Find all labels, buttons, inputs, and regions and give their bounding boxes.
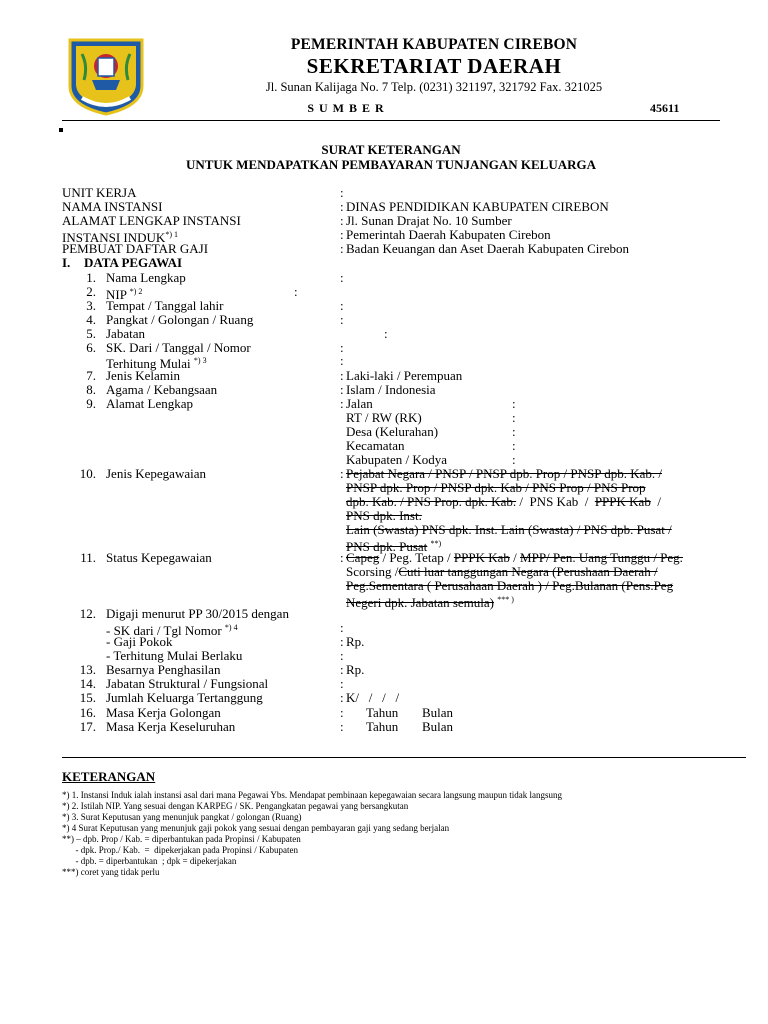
field-colon: : [294, 284, 298, 299]
item-tempat-tanggal-lahir [0, 298, 768, 313]
field-colon: : [340, 676, 344, 691]
item-jabatan-struktural [0, 676, 768, 691]
field-value: Rp. [346, 634, 365, 649]
footnote-ref: *) 2 [129, 287, 143, 296]
option-text: PNS dpk. Inst. [346, 508, 422, 523]
item-digaji-menurut [0, 606, 768, 621]
section-title: DATA PEGAWAI [84, 255, 183, 270]
address-kabupaten [0, 452, 768, 467]
field-value: K/ / / / [346, 690, 400, 705]
item-label-text: - SK dari / Tgl Nomor [106, 623, 222, 638]
option-text: Negeri dpk. Jabatan semula) [346, 595, 495, 610]
keterangan-note: - dpb. = diperbantukan ; dpk = dipekerjakan [62, 856, 237, 866]
option-text: / [650, 494, 661, 509]
item-number: 6. [86, 340, 96, 355]
status-line-3 [0, 578, 768, 593]
option-text: Peg.Sementara ( Perusahaan Daerah ) / Peg.Bulanan (Pens.Peg [346, 578, 674, 593]
section-number: I. [62, 255, 71, 270]
field-colon: : [512, 438, 516, 453]
item-label: Pangkat / Golongan / Ruang [106, 312, 254, 327]
item-nip [0, 284, 768, 302]
item-label: Digaji menurut PP 30/2015 dengan [106, 606, 289, 621]
option-line [346, 494, 661, 509]
letterhead-office: SEKRETARIAT DAERAH [306, 54, 562, 78]
field-row-alamat-instansi [0, 213, 768, 228]
field-colon: : [512, 410, 516, 425]
item-label: Jabatan [106, 326, 145, 341]
option-text: MPP/ Pen. Uang Tunggu / Peg. [520, 550, 683, 565]
field-row-instansi-induk [0, 227, 768, 245]
keterangan-divider [62, 757, 746, 758]
item-terhitung-mulai-berlaku [0, 648, 768, 663]
item-number: 15. [79, 690, 96, 705]
option-text: PNSP dpk. Prop / PNSP dpk. Kab / PNS Prop / PNS Prop [346, 480, 646, 495]
item-number: 2. [86, 284, 96, 299]
item-number: 12. [79, 606, 96, 621]
item-label: Masa Kerja Keseluruhan [106, 719, 236, 734]
option-text: PNS dpk. Pusat [346, 539, 428, 554]
item-masa-kerja-keseluruhan [0, 719, 768, 734]
kepegawaian-line-5 [0, 522, 768, 537]
keterangan-note: *) 2. Istilah NIP. Yang sesuai dengan KARPEG / SK. Pengangkatan pegawai yang bersangkutan [62, 801, 409, 811]
option-text: / [509, 550, 521, 565]
option-text: Scorsing / [346, 564, 399, 579]
item-pangkat [0, 312, 768, 327]
item-number: 17. [79, 719, 96, 734]
option-text: PPPK Kab [594, 494, 651, 509]
option-text: Pejabat Negara / PNSP / PNSP dpb. Prop / PNSP dpb. Kab. / [346, 466, 662, 481]
field-label: UNIT KERJA [62, 185, 137, 200]
field-colon: : [340, 620, 344, 635]
field-colon: : [340, 662, 344, 677]
letterhead-divider [62, 120, 720, 121]
field-colon: : [340, 634, 344, 649]
unit-tahun: Tahun [366, 705, 399, 720]
document-subtitle: UNTUK MENDAPATKAN PEMBAYARAN TUNJANGAN KELUARGA [185, 157, 596, 172]
address-sub-label: Kabupaten / Kodya [346, 452, 448, 467]
option-line [346, 550, 683, 565]
item-label: Jabatan Struktural / Fungsional [106, 676, 269, 691]
field-colon: : [340, 199, 344, 214]
item-label-text: NIP [106, 287, 127, 302]
address-desa [0, 424, 768, 439]
status-line-4 [0, 592, 768, 610]
option-text: Cuti luar tanggungan Negara (Perushaan Daerah / [398, 564, 658, 579]
field-colon: : [340, 466, 344, 481]
item-sk-dari-tgl-nomor [0, 620, 768, 638]
keterangan-note: ***) coret yang tidak perlu [62, 867, 160, 877]
field-label-text: INSTANSI INDUK [62, 230, 166, 245]
section-heading [0, 255, 768, 270]
item-jumlah-keluarga [0, 690, 768, 705]
item-number: 11. [80, 550, 96, 565]
keterangan-note: *) 4 Surat Keputusan yang menunjuk gaji pokok yang sesuai dengan pembayaran gaji yang sedang berjalan [62, 823, 450, 833]
item-gaji-pokok [0, 634, 768, 649]
item-label: Tempat / Tanggal lahir [106, 298, 224, 313]
field-value: Pemerintah Daerah Kabupaten Cirebon [346, 227, 551, 242]
field-colon: : [512, 424, 516, 439]
field-row-pembuat-daftar-gaji [0, 241, 768, 256]
unit-bulan: Bulan [422, 705, 454, 720]
keterangan-note: *) 3. Surat Keputusan yang menunjuk pangkat / golongan (Ruang) [62, 812, 302, 822]
item-number: 1. [86, 270, 96, 285]
letterhead-city: SUMBER [307, 101, 389, 115]
item-jenis-kelamin [0, 368, 768, 383]
kabupaten-cirebon-emblem-icon [62, 36, 150, 116]
field-value: DINAS PENDIDIKAN KABUPATEN CIREBON [346, 199, 609, 214]
item-number: 9. [86, 396, 96, 411]
address-sub-label: Desa (Kelurahan) [346, 424, 439, 439]
field-colon: : [340, 185, 344, 200]
bullet-mark [59, 128, 63, 132]
item-label: Alamat Lengkap [106, 396, 193, 411]
field-colon: : [340, 690, 344, 705]
item-agama [0, 382, 768, 397]
option-text: / Peg. Tetap / [379, 550, 454, 565]
item-label: Jenis Kelamin [106, 368, 181, 383]
field-colon: : [340, 227, 344, 242]
field-row-nama-instansi [0, 199, 768, 214]
address-kecamatan [0, 438, 768, 453]
item-label: Nama Lengkap [106, 270, 186, 285]
field-value: Rp. [346, 662, 365, 677]
footnote-ref: *** ) [497, 595, 514, 604]
unit-tahun: Tahun [366, 719, 399, 734]
field-colon: : [340, 270, 344, 285]
address-sub-label: RT / RW (RK) [346, 410, 422, 425]
item-jabatan [0, 326, 768, 341]
item-number: 10. [79, 466, 96, 481]
item-number: 16. [79, 705, 96, 720]
field-row-unit-kerja [0, 185, 768, 200]
option-text: dpb. Kab. / PNS Prop. dpk. Kab. [346, 494, 517, 509]
option-text: Lain (Swasta) PNS dpk. Inst. Lain (Swasta) / PNS dpb. Pusat / [346, 522, 672, 537]
field-colon: : [340, 550, 344, 565]
item-label: Masa Kerja Golongan [106, 705, 221, 720]
item-jenis-kepegawaian [0, 466, 768, 481]
field-colon: : [340, 368, 344, 383]
item-label: Agama / Kebangsaan [106, 382, 218, 397]
address-rt-rw [0, 410, 768, 425]
field-colon: : [384, 326, 388, 341]
kepegawaian-line-3 [0, 494, 768, 509]
keterangan-note: **) – dpb. Prop / Kab. = diperbantukan pada Propinsi / Kabupaten [62, 834, 301, 844]
field-colon: : [340, 340, 344, 355]
item-label: - Terhitung Mulai Berlaku [106, 648, 243, 663]
field-colon: : [340, 312, 344, 327]
keterangan-note: - dpk. Prop./ Kab. = dipekerjakan pada Propinsi / Kabupaten [62, 845, 299, 855]
field-colon: : [340, 719, 344, 734]
unit-bulan: Bulan [422, 719, 454, 734]
item-number: 4. [86, 312, 96, 327]
item-number: 13. [79, 662, 96, 677]
item-number: 5. [86, 326, 96, 341]
address-sub-label: Kecamatan [346, 438, 405, 453]
item-label: - Gaji Pokok [106, 634, 173, 649]
field-value: Laki-laki / Perempuan [346, 368, 463, 383]
option-text: / PNS Kab / [516, 494, 595, 509]
item-label: Status Kepegawaian [106, 550, 212, 565]
item-label: Jenis Kepegawaian [106, 466, 206, 481]
field-colon: : [512, 396, 516, 411]
field-colon: : [340, 705, 344, 720]
footnote-ref: **) [430, 539, 442, 548]
item-nama-lengkap [0, 270, 768, 285]
item-number: 7. [86, 368, 96, 383]
item-terhitung-mulai [0, 353, 768, 371]
field-value: Jalan [346, 396, 373, 411]
item-number: 3. [86, 298, 96, 313]
field-colon: : [340, 298, 344, 313]
field-label: PEMBUAT DAFTAR GAJI [62, 241, 209, 256]
keterangan-title: KETERANGAN [62, 769, 156, 784]
field-colon: : [512, 452, 516, 467]
letterhead-government: PEMERINTAH KABUPATEN CIREBON [290, 36, 578, 53]
field-colon: : [340, 648, 344, 663]
field-value: Badan Keuangan dan Aset Daerah Kabupaten Cirebon [346, 241, 630, 256]
footnote-ref: *) 1 [165, 230, 178, 239]
option-line [346, 564, 658, 579]
field-colon: : [340, 213, 344, 228]
item-label-text: Terhitung Mulai [106, 356, 191, 371]
kepegawaian-line-4 [0, 508, 768, 523]
item-number: 8. [86, 382, 96, 397]
kepegawaian-line-6 [0, 536, 768, 554]
field-colon: : [340, 353, 344, 368]
item-number: 14. [79, 676, 96, 691]
kepegawaian-line-2 [0, 480, 768, 495]
footnote-ref: *) 3 [193, 356, 207, 365]
item-besarnya-penghasilan [0, 662, 768, 677]
letterhead-zip: 45611 [650, 101, 680, 115]
item-label: Besarnya Penghasilan [106, 662, 221, 677]
item-label: SK. Dari / Tanggal / Nomor [106, 340, 251, 355]
field-colon: : [340, 396, 344, 411]
letterhead-address: Jl. Sunan Kalijaga No. 7 Telp. (0231) 321197, 321792 Fax. 321025 [265, 80, 603, 94]
field-colon: : [340, 382, 344, 397]
field-label: ALAMAT LENGKAP INSTANSI [62, 213, 241, 228]
item-label: Jumlah Keluarga Tertanggung [106, 690, 263, 705]
field-value: Islam / Indonesia [346, 382, 436, 397]
field-label: NAMA INSTANSI [62, 199, 163, 214]
keterangan-note: *) 1. Instansi Induk ialah instansi asal dari mana Pegawai Ybs. Mendapat pembinaan kepegawaian secara langsung maupun tidak langsung [62, 790, 563, 800]
item-status-kepegawaian [0, 550, 768, 565]
document-title: SURAT KETERANGAN [321, 142, 461, 157]
field-colon: : [340, 241, 344, 256]
item-alamat-lengkap [0, 396, 768, 411]
option-text: PPPK Kab [453, 550, 510, 565]
option-text: Capeg [346, 550, 380, 565]
status-line-2 [0, 564, 768, 579]
footnote-ref: *) 4 [224, 623, 238, 632]
field-value: Jl. Sunan Drajat No. 10 Sumber [346, 213, 512, 228]
item-masa-kerja-golongan [0, 705, 768, 720]
